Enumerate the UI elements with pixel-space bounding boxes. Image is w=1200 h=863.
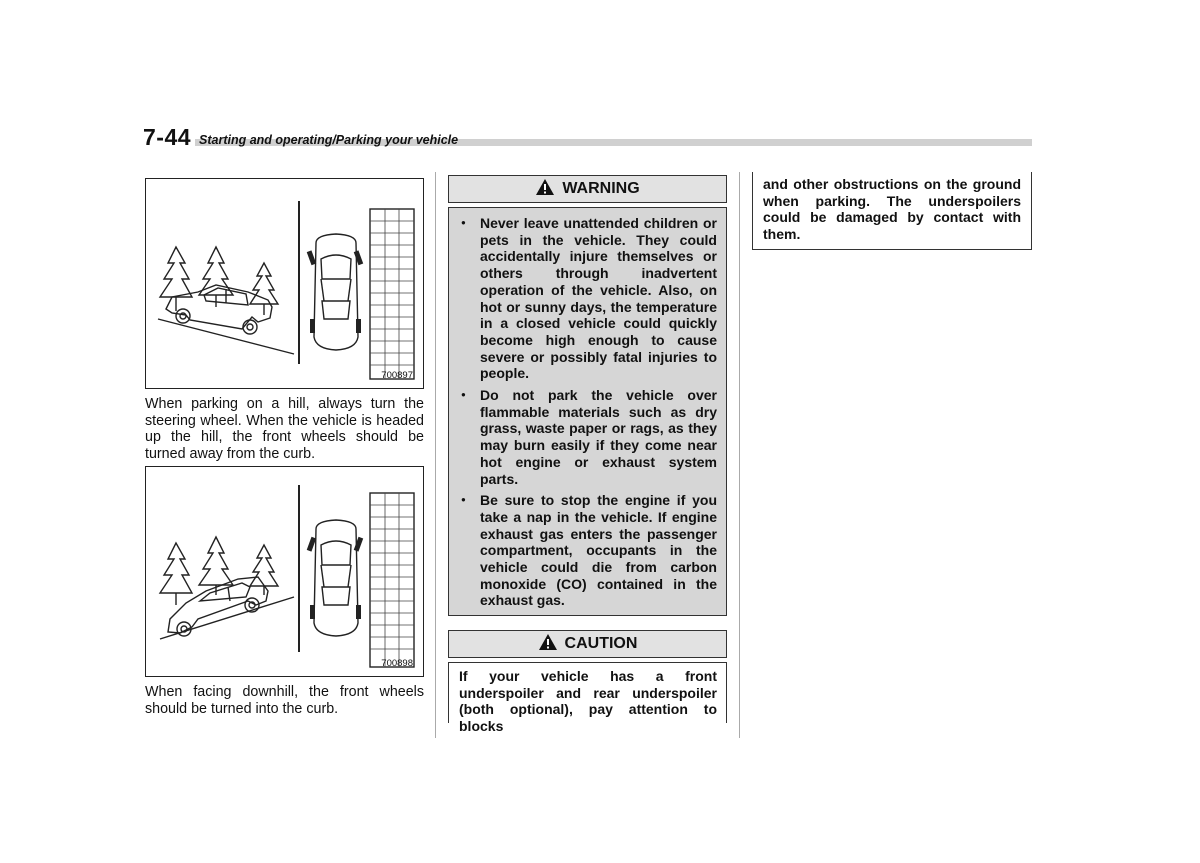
caution-box (448, 630, 727, 735)
column-divider-right (739, 172, 740, 738)
warning-header (448, 175, 727, 203)
uphill-parking-illustration (146, 179, 423, 388)
figure-id: 700897 (381, 370, 413, 381)
warning-box (448, 175, 727, 616)
warning-triangle-icon (538, 633, 558, 656)
caution-label: CAUTION (564, 635, 638, 652)
page-number: 7-44 (143, 124, 192, 150)
section-title: Starting and operating/Parking your vehicle (199, 133, 459, 147)
warning-item: ● Be sure to stop the engine if you take a nap in the vehicle. If engine exhaust gas enters the passenger compartment, occupants in the vehicle could die from carbon monoxide (CO) contained in the exhaust gas. (459, 492, 717, 609)
warning-label: WARNING (562, 180, 640, 197)
paragraph-downhill: When facing downhill, the front wheels should be turned into the curb. (145, 684, 424, 717)
caution-header (448, 630, 727, 658)
figure-uphill-parking (145, 178, 424, 389)
downhill-parking-illustration (146, 467, 423, 676)
warning-body (448, 207, 727, 616)
column-divider-left (435, 172, 436, 738)
figure-downhill-parking (145, 466, 424, 677)
paragraph-uphill: When parking on a hill, always turn the steering wheel. When the vehicle is headed up the hill, the front wheels should be turned away from the curb. (145, 396, 424, 463)
caution-continued: and other obstructions on the ground when parking. The underspoilers could be damaged by contact with them. (752, 172, 1032, 250)
caution-text: If your vehicle has a front underspoiler and rear underspoiler (both optional), pay attention to blocks (448, 662, 727, 723)
warning-triangle-icon (535, 178, 555, 201)
figure-id: 700898 (381, 658, 413, 669)
warning-item: ● Do not park the vehicle over flammable materials such as dry grass, waste paper or rags, as they may burn easily if they come near hot engine or exhaust system parts. (459, 387, 717, 487)
warning-item: ● Never leave unattended children or pets in the vehicle. They could accidentally injure themselves or others through inadvertent operation of the vehicle. Also, on hot or sunny days, the temperature in a closed vehicle could quickly become high enough to cause severe or possibly fatal injuries to people. (459, 215, 717, 382)
